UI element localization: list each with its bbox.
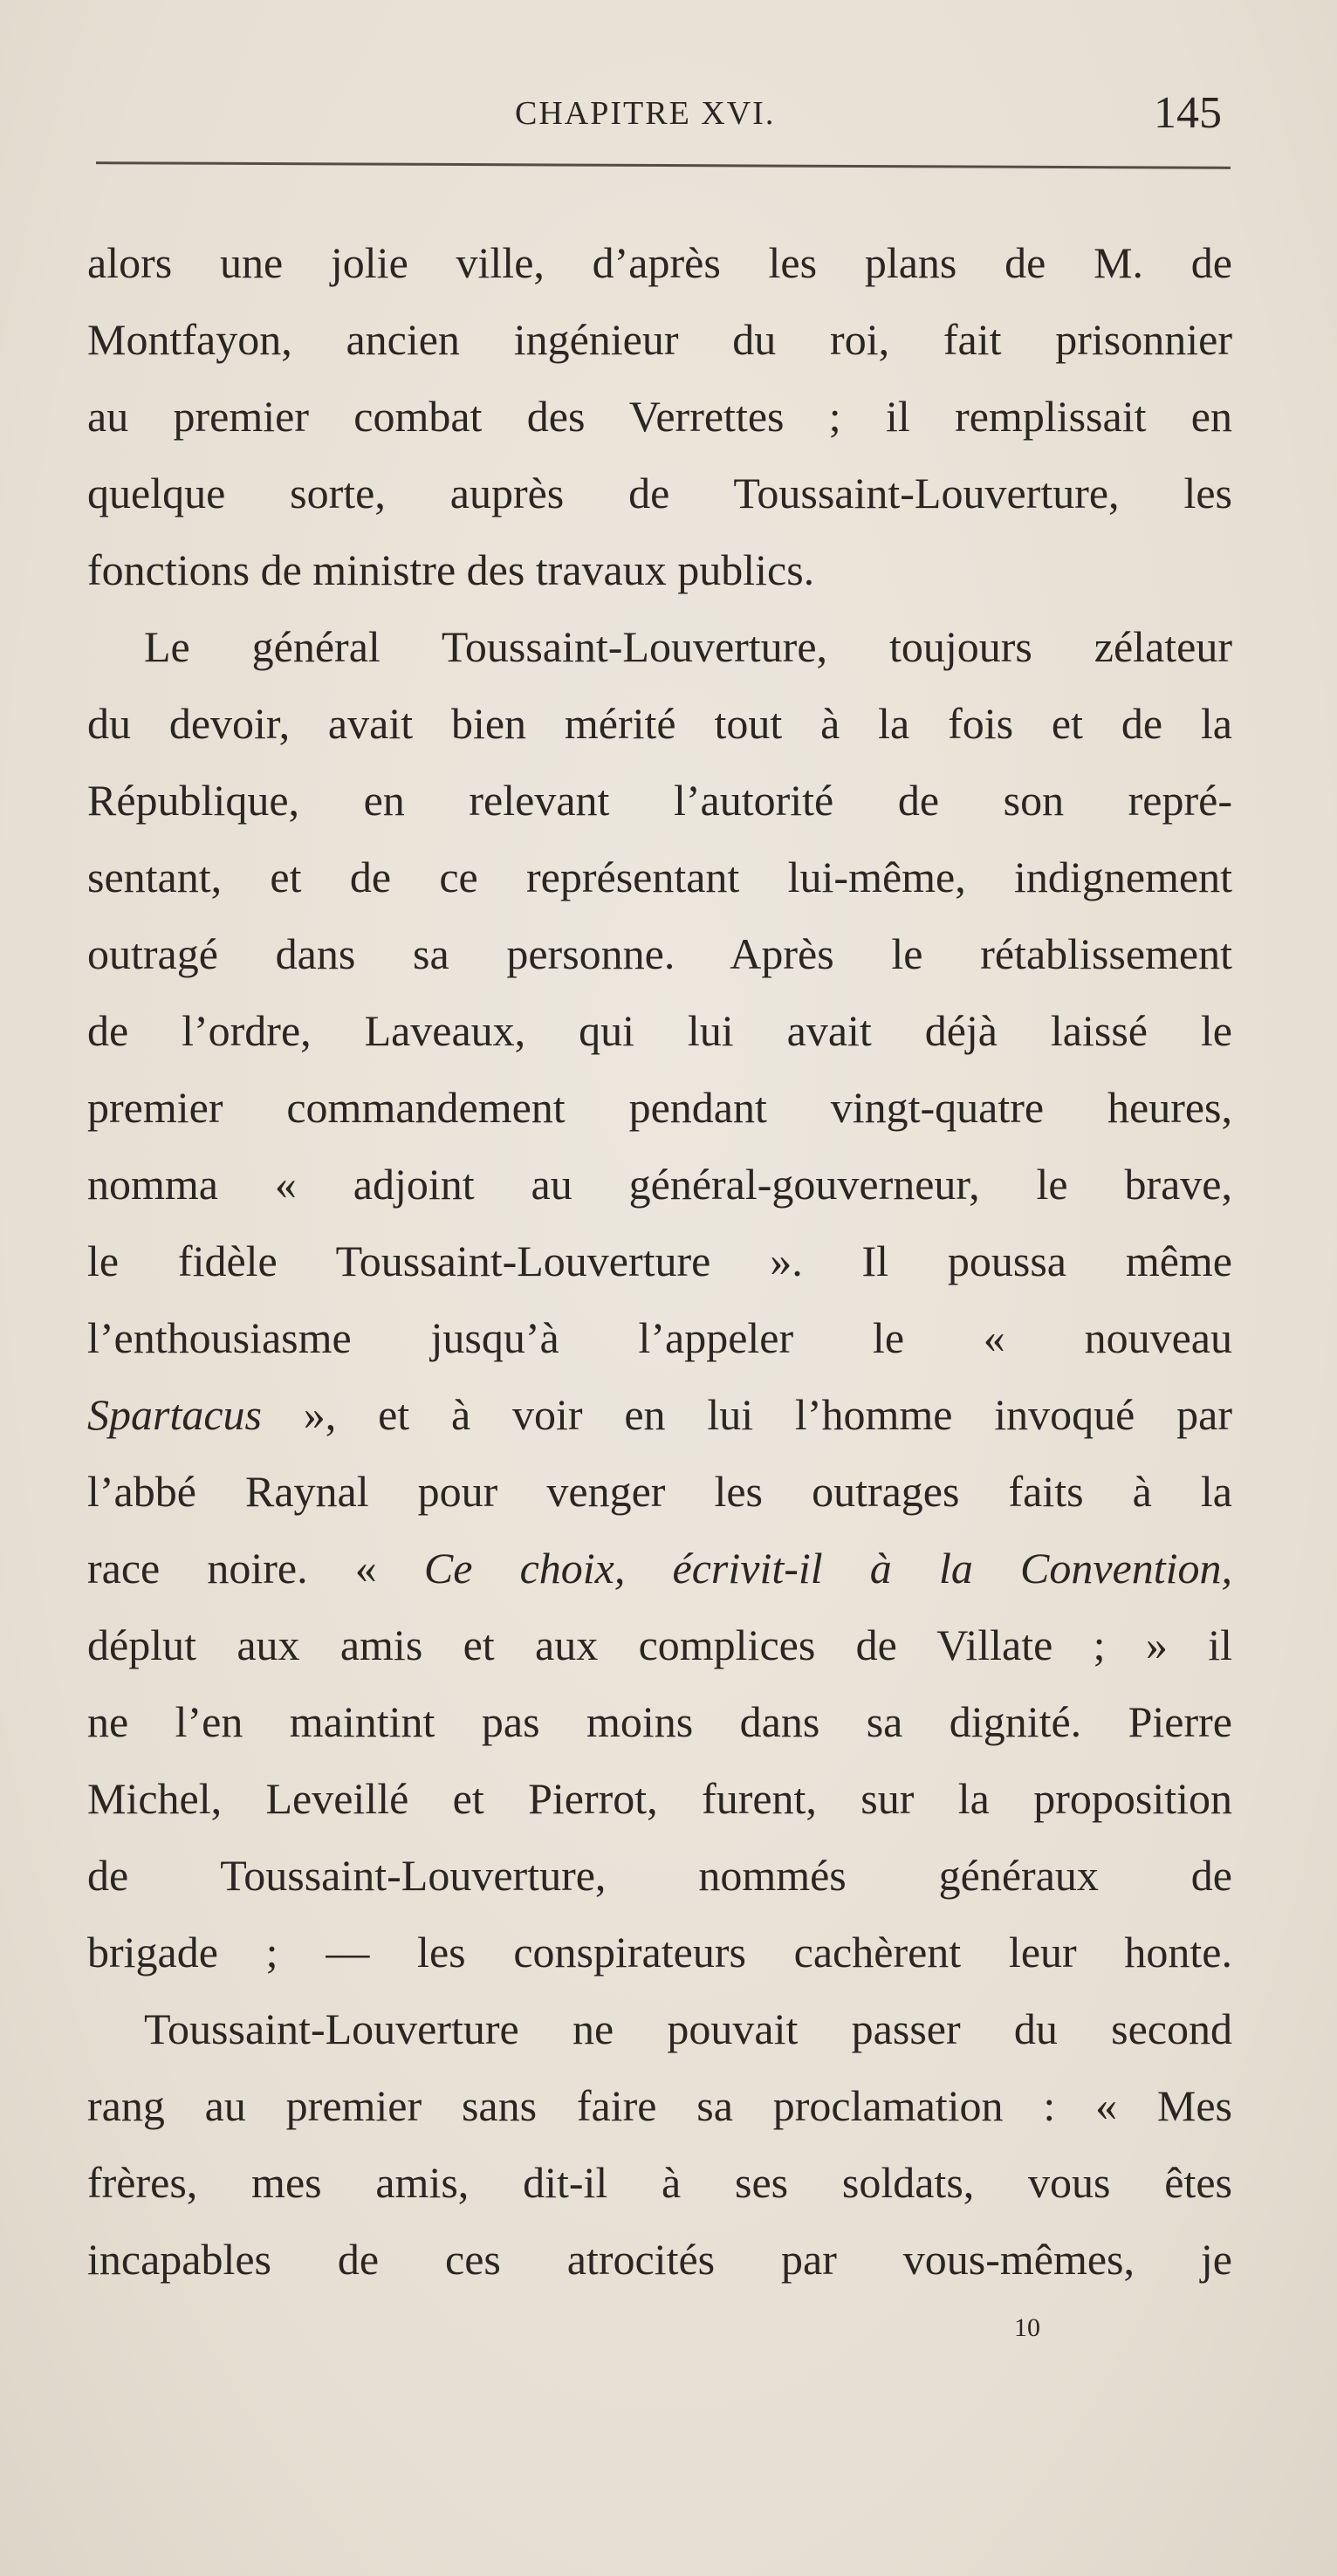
text-line	[87, 839, 1232, 915]
text-run: ne l’en maintint pas moins dans sa dignité. Pierre	[87, 1697, 1232, 1746]
body-text	[87, 224, 1232, 2298]
text-run: race noire. «	[87, 1544, 424, 1593]
italic-text: Ce choix, écrivit-il à la Convention,	[423, 1544, 1232, 1593]
text-line	[87, 915, 1232, 992]
paragraph-first-line	[87, 1990, 1232, 2067]
text-run: sentant, et de ce représentant lui-même, indignement	[87, 853, 1232, 901]
text-line	[87, 1530, 1232, 1607]
text-run: Michel, Leveillé et Pierrot, furent, sur la proposition	[87, 1774, 1232, 1823]
text-line	[87, 1837, 1232, 1914]
text-line	[87, 1683, 1232, 1760]
text-run: de l’ordre, Laveaux, qui lui avait déjà laissé le	[87, 1006, 1232, 1055]
text-line	[87, 1069, 1232, 1146]
text-run: l’abbé Raynal pour venger les outrages faits à la	[87, 1467, 1232, 1516]
text-run: alors une jolie ville, d’après les plans de M. de	[87, 238, 1232, 287]
page-number: 145	[1154, 88, 1222, 138]
text-run: Montfayon, ancien ingénieur du roi, fait prisonnier	[87, 315, 1232, 364]
text-run: du devoir, avait bien mérité tout à la fois et de la	[87, 699, 1232, 748]
text-run: l’enthousiasme jusqu’à l’appeler le « nouveau	[87, 1313, 1232, 1362]
text-run: République, en relevant l’autorité de son repré-	[87, 776, 1232, 825]
text-run: au premier combat des Verrettes ; il remplissait en	[87, 392, 1232, 441]
text-line	[87, 2144, 1232, 2221]
text-line	[87, 531, 1232, 608]
text-run: rang au premier sans faire sa proclamation : « Mes	[87, 2081, 1232, 2130]
text-line	[87, 301, 1232, 378]
paragraph-first-line	[87, 608, 1232, 685]
text-line	[87, 1299, 1232, 1376]
text-run: quelque sorte, auprès de Toussaint-Louverture, les	[87, 469, 1232, 517]
text-run: brigade ; — les conspirateurs cachèrent leur honte.	[87, 1928, 1232, 1977]
text-run: de Toussaint-Louverture, nommés généraux de	[87, 1851, 1232, 1900]
text-line	[87, 1607, 1232, 1683]
text-run: nomma « adjoint au général-gouverneur, le brave,	[87, 1160, 1232, 1209]
text-run: incapables de ces atrocités par vous-mêmes, je	[87, 2235, 1232, 2284]
text-run: Toussaint-Louverture ne pouvait passer du second	[144, 2004, 1232, 2053]
italic-text: Spartacus	[87, 1390, 262, 1439]
text-line	[87, 1376, 1232, 1453]
text-line	[87, 1914, 1232, 1990]
text-run: premier commandement pendant vingt-quatre heures,	[87, 1083, 1232, 1132]
text-run: fonctions de ministre des travaux publics.	[87, 545, 815, 594]
text-line	[87, 1146, 1232, 1223]
text-line	[87, 762, 1232, 839]
text-run: Le général Toussaint-Louverture, toujours zélateur	[144, 622, 1232, 671]
text-run: outragé dans sa personne. Après le rétablissement	[87, 929, 1232, 978]
text-line	[87, 378, 1232, 455]
text-line	[87, 1760, 1232, 1837]
text-run: déplut aux amis et aux complices de Villate ; » il	[87, 1620, 1232, 1669]
text-run: frères, mes amis, dit-il à ses soldats, vous êtes	[87, 2158, 1232, 2207]
text-line	[87, 455, 1232, 531]
header-rule	[96, 161, 1231, 169]
text-line	[87, 992, 1232, 1069]
text-line	[87, 2221, 1232, 2298]
text-line	[87, 685, 1232, 762]
text-line	[87, 2067, 1232, 2144]
running-title: CHAPITRE XVI.	[515, 95, 776, 132]
text-line	[87, 1223, 1232, 1299]
signature-mark: 10	[1014, 2313, 1040, 2342]
text-run: le fidèle Toussaint-Louverture ». Il poussa même	[87, 1237, 1232, 1285]
text-line	[87, 224, 1232, 301]
text-run: », et à voir en lui l’homme invoqué par	[262, 1390, 1232, 1439]
text-line	[87, 1453, 1232, 1530]
